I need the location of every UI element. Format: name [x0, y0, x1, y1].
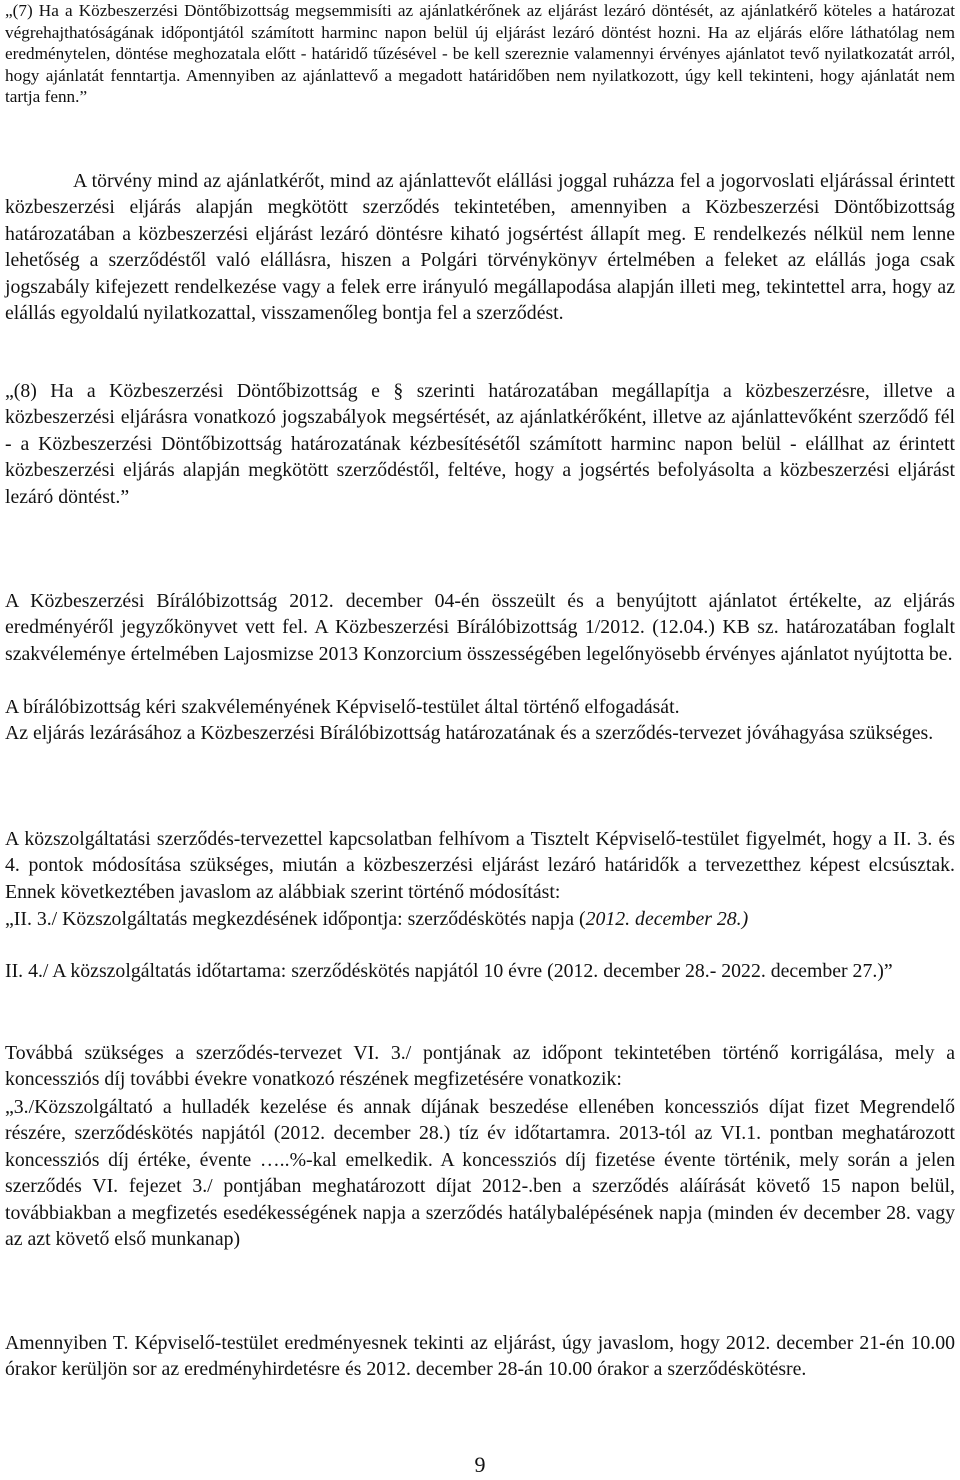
contract-correction-paragraph: Továbbá szükséges a szerződés-tervezet VI. 3./ pontjának az időpont tekintetében történő korrigálása, mely a koncessziós díj további évekre vonatkozó részének megfizetésére vonatkozik:	[5, 1042, 955, 1091]
point-ii3-paragraph	[5, 906, 955, 932]
quote-paragraph-7: „(7) Ha a Közbeszerzési Döntőbizottság megsemmisíti az ajánlatkérőnek az eljárást lezáró döntését, az ajánlatkérő köteles a határozat végrehajthatóságának időpontjától számított harminc napon belül új eljárást lezáró döntést hozni. Ha az eljárás előre láthatólag nem eredménytelen, döntése meghozatala előtt - határidő tűzésével - be kell szereznie valamennyi érvényes ajánlatot tevő nyilatkozatát arról, hogy ajánlatát fenntartja. Amennyiben az ajánlattevő a megadott határidőben nem nyilatkozott, úgy kell tekinteni, hogy ajánlatát nem tartja fenn.”	[5, 1, 955, 106]
point-ii3-text: „II. 3./ Közszolgáltatás megkezdésének időpontja: szerződéskötés napja (	[5, 908, 586, 930]
closing-approval-paragraph: Az eljárás lezárásához a Közbeszerzési Bírálóbizottság határozatának és a szerződés-tervezet jóváhagyása szükséges.	[5, 722, 934, 744]
committee-request-paragraph: A bírálóbizottság kéri szakvéleményének Képviselő-testület által történő elfogadását.	[5, 696, 680, 718]
point-ii3-date: 2012. december 28.)	[585, 908, 749, 930]
point-ii4-paragraph: II. 4./ A közszolgáltatás időtartama: szerződéskötés napjától 10 évre (2012. december 28.- 2022. december 27.)”	[5, 960, 893, 982]
quote-paragraph-8	[5, 378, 955, 510]
announcement-paragraph: Amennyiben T. Képviselő-testület eredményesnek tekinti az eljárást, úgy javaslom, hogy 2012. december 21-én 10.00 órakor kerüljön sor az eredményhirdetésre és 2012. december 28-án 10.00 órakor a szerződéskötésre.	[5, 1332, 955, 1381]
section-sign: §	[393, 380, 404, 402]
concession-fee-paragraph: „3./Közszolgáltató a hulladék kezelése és annak díjának beszedése ellenében koncessziós díjat fizet Megrendelő részére, szerződéskötés napjától (2012. december 28.) tíz év időtartamra. 2013-tól az VI.1. pontban meghatározott koncessziós díj értéke, évente …..%-kal emelkedik. A koncessziós díj fizetése évente történik, mely során a jelen szerződés VI. fejezet 3./ pontjában meghatározott díjat 2012-.ben a szerződés aláírását követő 15 napon belül, továbbiakban a megfizetés esedékességének napja a szerződés hatálybalépésének napja (minden év december 28. vagy az azt követő első munkanap)	[5, 1096, 955, 1251]
public-service-contract-paragraph: A közszolgáltatási szerződés-tervezettel kapcsolatban felhívom a Tisztelt Képviselő-testület figyelmét, hogy a II. 3. és 4. pontok módosítása szükséges, miután a közbeszerzési eljárást lezáró határidők a tervezetthez képest elcsúsztak. Ennek következtében javaslom az alábbiak szerint történő módosítást:	[5, 828, 955, 903]
law-explanation-paragraph: A törvény mind az ajánlatkérőt, mind az ajánlattevőt elállási joggal ruházza fel a jogorvoslati eljárással érintett közbeszerzési eljárás alapján megkötött szerződés tekintetében, amennyiben a Közbeszerzési Döntőbizottság határozatában a közbeszerzési eljárást lezáró döntésre kiható jogsértést állapít meg. E rendelkezés nélkül nem lenne lehetőség a szerződéstől való elállásra, hiszen a Polgári törvénykönyv értelmében a feleket az elállás joga csak jogszabály kifejezett rendelkezése vagy a felek erre irányuló megállapodása alapján illeti meg, tekintettel arra, hogy az elállás egyoldalú nyilatkozattal, visszamenőleg bontja fel a szerződést.	[5, 170, 955, 325]
page-number: 9	[474, 1452, 486, 1477]
quote-8-prefix: „(8) Ha a Közbeszerzési Döntőbizottság e	[5, 380, 380, 402]
quote-8-body: szerinti határozatában megállapítja a közbeszerzésre, illetve a közbeszerzési eljárásra vonatkozó jogszabályok megsértését, az ajánlatkérőként, illetve az ajánlattevőként szerződő fél - a Közbeszerzési Döntőbizottság határozatának kézbesítésétől számított harminc napon belül - elállhat az érintett közbeszerzési eljárás alapján megkötött szerződéstől, feltéve, hogy a jogsértés befolyásolta a közbeszerzési eljárást lezáró döntést.”	[5, 380, 955, 508]
evaluation-committee-paragraph: A Közbeszerzési Bírálóbizottság 2012. december 04-én összeült és a benyújtott ajánlatot értékelte, az eljárás eredményéről jegyzőkönyvet vett fel. A Közbeszerzési Bírálóbizottság 1/2012. (12.04.) KB sz. határozatában foglalt szakvéleménye értelmében Lajosmizse 2013 Konzorcium összességében legelőnyösebb érvényes ajánlatot nyújtotta be.	[5, 590, 955, 665]
